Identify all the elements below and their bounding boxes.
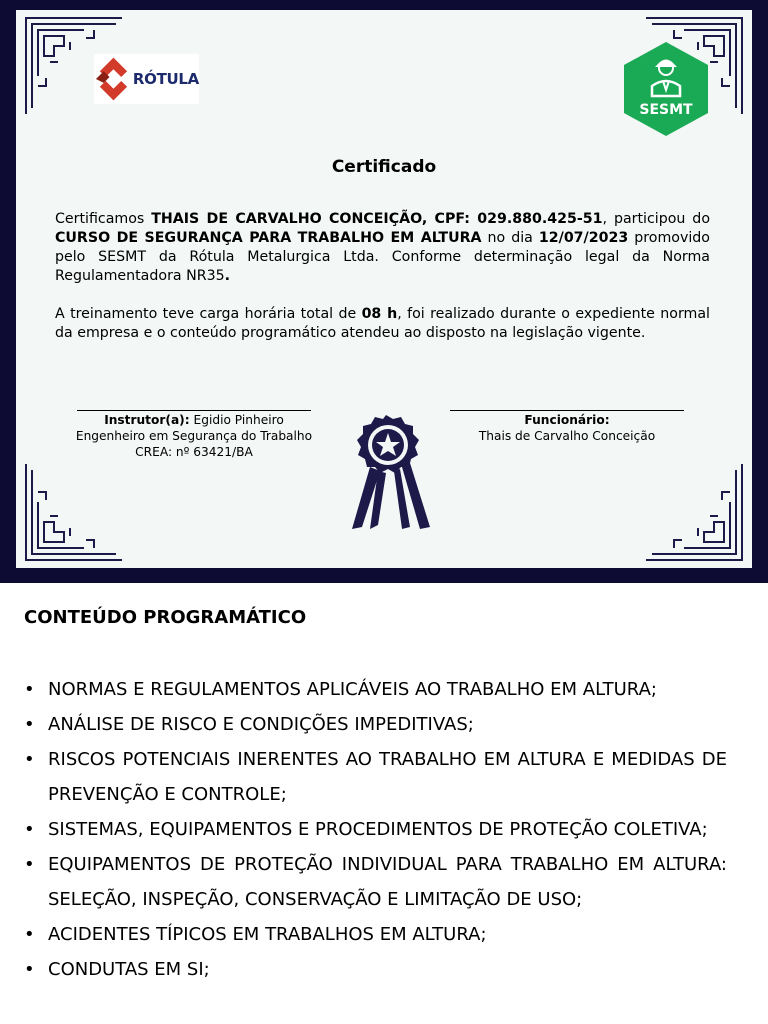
course-hours: 08 h <box>361 306 398 322</box>
instructor-label: Instrutor(a): <box>104 413 190 427</box>
list-item: • RISCOS POTENCIAIS INERENTES AO TRABALHO EM ALTURA E MEDIDAS DE PREVENÇÃO E CONTROLE; <box>24 742 727 812</box>
program-list <box>24 672 727 987</box>
certificate-workload: A treinamento teve carga horária total de 08 h, foi realizado durante o expediente normal da empresa e o conteúdo programático atendeu ao disposto na legislação vigente. <box>55 306 710 341</box>
signature-line <box>450 410 684 411</box>
participant-name-cpf: THAIS DE CARVALHO CONCEIÇÃO, CPF: 029.880.425-51 <box>151 211 603 227</box>
certificate-statement: Certificamos THAIS DE CARVALHO CONCEIÇÃO, CPF: 029.880.425-51, participou do CURSO DE SEGURANÇA PARA TRABALHO EM ALTURA no dia 12/07/2023 promovido pelo SESMT da Rótula Metalurgica Ltda. Conforme determinação legal da Norma Regulamentadora NR35. <box>55 211 710 284</box>
rotula-logo-text: RÓTULA <box>132 70 199 88</box>
list-item: • EQUIPAMENTOS DE PROTEÇÃO INDIVIDUAL PARA TRABALHO EM ALTURA: SELEÇÃO, INSPEÇÃO, CONSERVAÇÃO E LIMITAÇÃO DE USO; <box>24 847 727 917</box>
list-item: • ANÁLISE DE RISCO E CONDIÇÕES IMPEDITIVAS; <box>24 707 727 742</box>
list-item: • CONDUTAS EM SI; <box>24 952 727 987</box>
list-item: • NORMAS E REGULAMENTOS APLICÁVEIS AO TRABALHO EM ALTURA; <box>24 672 727 707</box>
bullet-icon: • <box>24 679 35 700</box>
employee-name: Thais de Carvalho Conceição <box>478 429 656 443</box>
instructor-signature <box>66 410 322 460</box>
instructor-name: Egidio Pinheiro <box>189 413 284 427</box>
program-section <box>0 583 768 1024</box>
rotula-logo <box>94 54 199 104</box>
instructor-registry: CREA: nº 63421/BA <box>135 445 253 459</box>
bullet-icon: • <box>24 819 35 840</box>
bullet-icon: • <box>24 714 35 735</box>
certificate-title: Certificado <box>331 157 437 177</box>
rotula-logo-icon <box>94 55 133 103</box>
sesmt-logo-text: SESMT <box>639 102 693 118</box>
bullet-icon: • <box>24 749 35 770</box>
course-name: CURSO DE SEGURANÇA PARA TRABALHO EM ALTURA <box>55 230 482 246</box>
signature-line <box>77 410 311 411</box>
instructor-role: Engenheiro em Segurança do Trabalho <box>75 429 313 443</box>
bullet-icon: • <box>24 854 35 875</box>
corner-ornament-icon <box>24 462 124 562</box>
employee-signature <box>442 410 692 444</box>
sesmt-logo-icon <box>622 40 710 138</box>
bullet-icon: • <box>24 924 35 945</box>
certificate-paper <box>16 10 752 568</box>
employee-label: Funcionário: <box>524 413 610 427</box>
program-title: CONTEÚDO PROGRAMÁTICO <box>24 607 307 628</box>
corner-ornament-icon <box>644 462 744 562</box>
course-date: 12/07/2023 <box>538 230 629 246</box>
list-item: • SISTEMAS, EQUIPAMENTOS E PROCEDIMENTOS DE PROTEÇÃO COLETIVA; <box>24 812 727 847</box>
list-item: • ACIDENTES TÍPICOS EM TRABALHOS EM ALTURA; <box>24 917 727 952</box>
bullet-icon: • <box>24 959 35 980</box>
award-ribbon-icon <box>338 405 434 535</box>
